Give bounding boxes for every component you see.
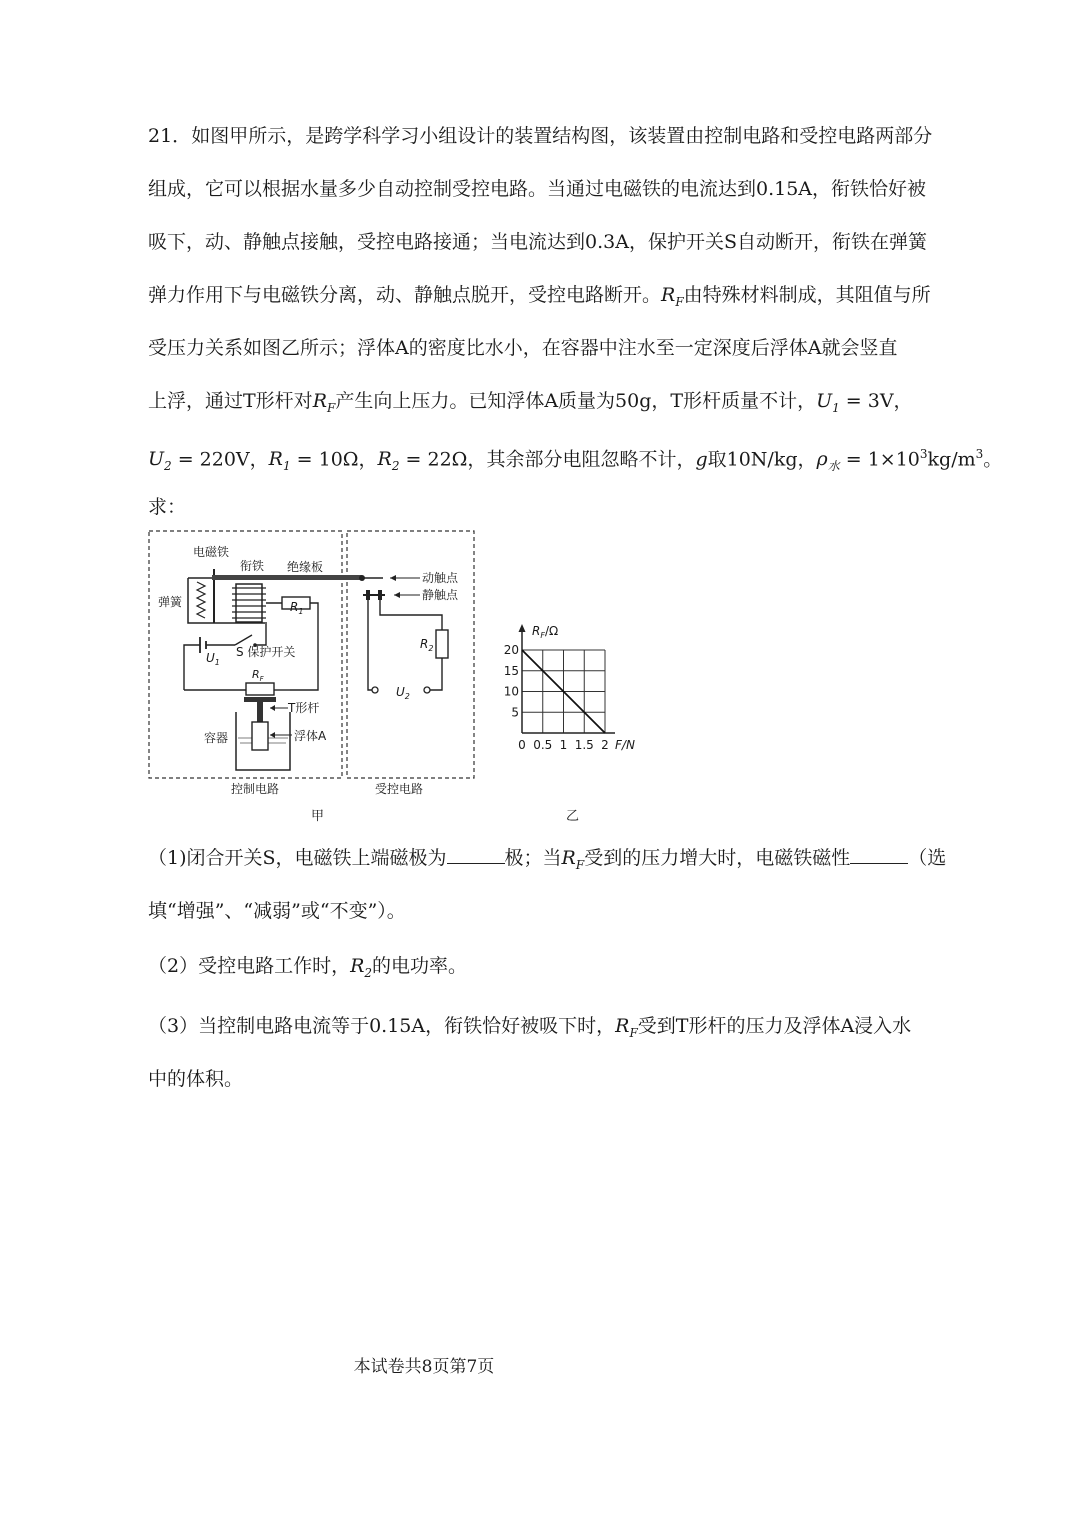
problem-line-3: 吸下，动、静触点接触，受控电路接通；当电流达到0.3A，保护开关S自动断开，衔铁在弹簧 [148,231,927,253]
rf-resistor [246,683,274,695]
var-r2: $R_2$ [350,955,373,980]
problem-line-5: 受压力关系如图乙所示；浮体A的密度比水小，在容器中注水至一定深度后浮体A就会竖直 [148,337,898,359]
label-moving-contact: 动触点 [422,571,459,585]
var-u1: $U_1$ [816,390,840,415]
label-u2: $U_2$ [396,685,410,701]
question-1-line-2: 填“增强”、“减弱”或“不变”）。 [148,900,406,922]
float-a [252,722,268,750]
t-rod-stem [257,702,263,722]
controlled-circuit-box [347,531,474,778]
problem-number: 21． [148,125,192,147]
answer-blank-2[interactable] [850,843,908,864]
label-r2: $R_2$ [420,637,434,653]
chart-y-tick-label: 15 [503,663,519,678]
label-rf: $R_F$ [252,668,264,683]
chart-x-tick-label: 0 [518,738,526,752]
label-float: 浮体A [294,729,327,743]
caption-jia: 甲 [311,809,325,824]
electromagnet-coil [232,588,266,618]
chart-axes [519,624,616,733]
label-u1: $U_1$ [206,651,220,667]
label-control-circuit: 控制电路 [231,782,280,796]
label-electromagnet: 电磁铁 [193,545,230,559]
label-spring: 弹簧 [158,595,183,609]
var-rho: $\rho_水$ [816,448,840,474]
var-rf: $R_F$ [661,284,684,309]
chart-xlabel: F/N [615,738,635,752]
t-rod-top [244,697,276,702]
problem-line-6: 上浮，通过T形杆对$R_F$产生向上压力。已知浮体A质量为50g，T形杆质量不计，$U_1 = 3V$， [148,390,913,415]
label-t-rod: T形杆 [288,701,320,715]
label-static-contact: 静触点 [422,588,459,602]
problem-line-2: 组成，它可以根据水量多少自动控制受控电路。当通过电磁铁的电流达到0.15A，衔铁恰好被 [148,178,927,200]
chart-ticks [504,643,609,752]
label-controlled-circuit: 受控电路 [375,782,424,796]
r2-resistor [436,630,448,658]
u2-terminal-left [372,687,378,693]
chart-y-tick-label: 10 [503,684,519,699]
question-3-line-1: （3）当控制电路电流等于0.15A，衔铁恰好被吸下时，$R_F$受到T形杆的压力及浮体A浸入水 [148,1015,912,1040]
label-protect-switch: S 保护开关 [236,645,296,659]
chart-x-tick-label: 2 [601,738,609,752]
caption-yi: 乙 [566,809,580,824]
chart-y-axis-arrow [519,624,526,632]
figure-jia [149,531,474,824]
chart-yi [504,624,635,824]
chart-y-tick-label: 5 [511,705,519,720]
problem-line-8: 求： [148,496,187,518]
var-r1: $R_1$ [268,448,291,474]
var-rf: $R_F$ [561,847,585,872]
var-rf: $R_F$ [615,1015,638,1040]
u2-terminal-right [424,687,430,693]
question-1-line-1: （1)闭合开关S，电磁铁上端磁极为 极；当$R_F$受到的压力增大时，电磁铁磁性 （选 [148,832,978,892]
label-insulating-board: 绝缘板 [287,560,324,574]
problem-line-7: $U_2 = 220V$，$R_1 = 10\Omega$，$R_2 = 22\Omega$，其余部分电阻忽略不计，g取10N/kg，$\rho_水 = 1\times 10^3kg/m^3$。 [148,447,1003,474]
problem-line-4: 弹力作用下与电磁铁分离，动、静触点脱开，受控电路断开。$R_F$由特殊材料制成，其阻值与所 [148,284,931,309]
page-footer: 本试卷共8页第7页 [353,1357,495,1377]
answer-blank-1[interactable] [447,843,505,864]
armature-bar [212,575,362,580]
label-armature: 衔铁 [240,559,265,573]
spring-coil [197,582,205,618]
electromagnet-core [236,584,262,622]
chart-x-tick-label: 1.5 [574,738,594,752]
var-g: g [695,448,708,471]
question-2: （2）受控电路工作时，$R_2$的电功率。 [148,955,468,980]
chart-y-tick-label: 20 [503,643,519,657]
chart-x-tick-label: 1 [559,738,568,752]
label-r1: $R_1$ [290,600,304,616]
var-u2: $U_2$ [148,448,172,474]
var-rf: $R_F$ [312,390,336,415]
question-3-line-2: 中的体积。 [148,1068,244,1090]
label-container: 容器 [204,731,229,745]
var-r2: $R_2$ [377,448,400,474]
chart-ylabel: $R_F/\Omega$ [532,624,559,640]
problem-line-1: 21．如图甲所示，是跨学科学习小组设计的装置结构图，该装置由控制电路和受控电路两部分 [148,125,933,147]
protect-switch [235,635,252,645]
chart-x-tick-label: 0.5 [533,738,553,752]
